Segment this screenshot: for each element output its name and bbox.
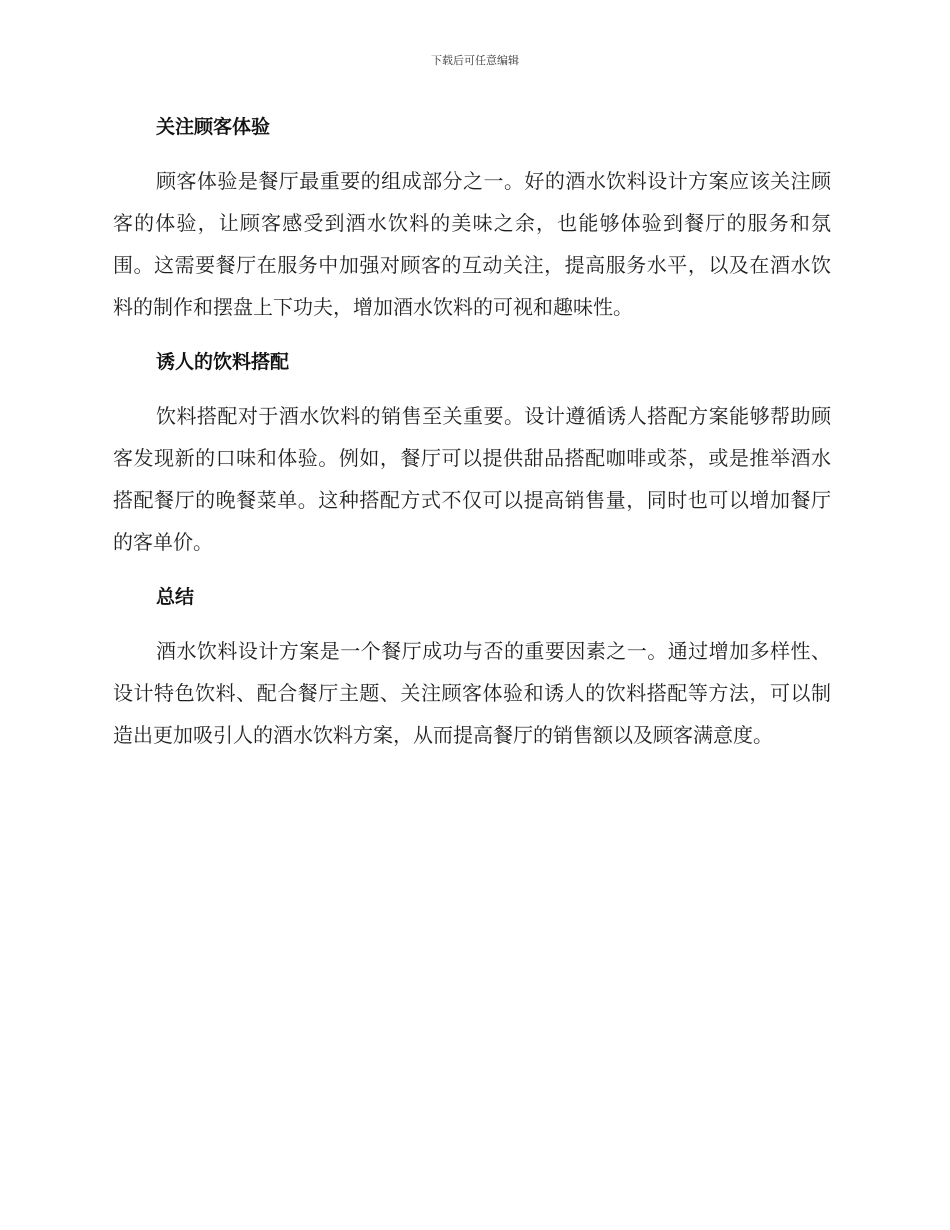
section-paragraph: 酒水饮料设计方案是一个餐厅成功与否的重要因素之一。通过增加多样性、设计特色饮料、配合餐厅主题、关注顾客体验和诱人的饮料搭配等方法，可以制造出更加吸引人的酒水饮料方案，从而提高餐厅的销售额以及顾客满意度。 [113,639,831,747]
section-customer-experience [113,110,831,328]
section-heading: 总结 [156,586,195,608]
document-body [113,110,831,756]
section-drink-pairing [113,345,831,563]
section-heading: 诱人的饮料搭配 [156,351,290,373]
section-summary [113,580,831,756]
page-header: 下载后可任意编辑 [431,54,519,67]
section-heading: 关注顾客体验 [156,116,271,138]
section-paragraph: 饮料搭配对于酒水饮料的销售至关重要。设计遵循诱人搭配方案能够帮助顾客发现新的口味和体验。例如，餐厅可以提供甜品搭配咖啡或茶，或是推举酒水搭配餐厅的晚餐菜单。这种搭配方式不仅可以提高销售量，同时也可以增加餐厅的客单价。 [113,404,831,554]
section-paragraph: 顾客体验是餐厅最重要的组成部分之一。好的酒水饮料设计方案应该关注顾客的体验，让顾客感受到酒水饮料的美味之余，也能够体验到餐厅的服务和氛围。这需要餐厅在服务中加强对顾客的互动关注，提高服务水平，以及在酒水饮料的制作和摆盘上下功夫，增加酒水饮料的可视和趣味性。 [113,169,831,319]
